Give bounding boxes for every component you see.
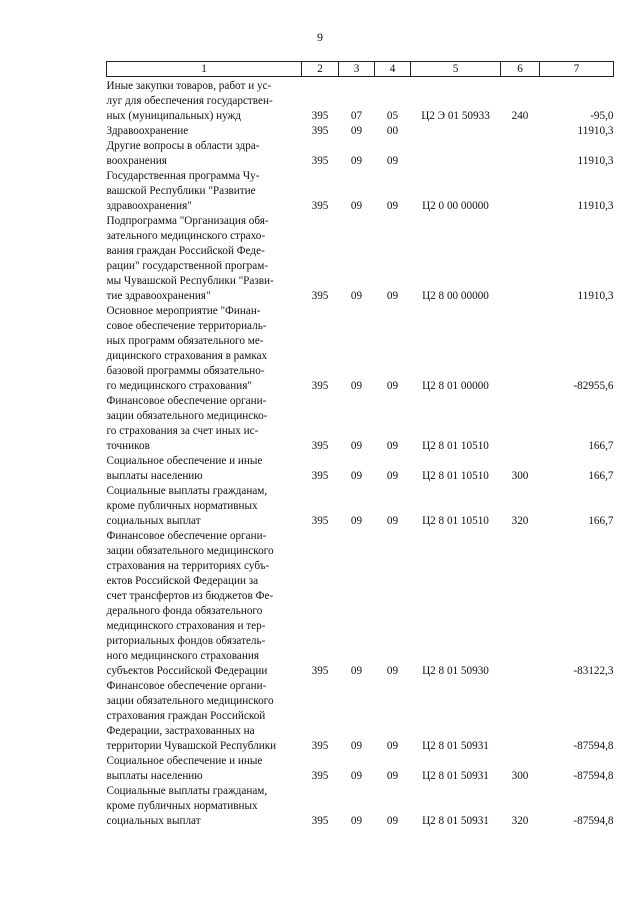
subsection-code-cell: 09 (386, 155, 399, 167)
target-article-cell: Ц2 8 01 50931 (422, 815, 489, 827)
row-name-cell: Социальные выплаты гражданам, кроме публичных нормативных социальных выплат (106, 785, 268, 827)
amount-cell: 11910,3 (577, 155, 614, 167)
table-row (107, 214, 614, 304)
expense-type-cell (501, 169, 540, 214)
section-code-cell: 09 (350, 515, 363, 527)
expense-type-cell (501, 679, 540, 754)
target-article-cell (411, 139, 501, 169)
row-name-cell: Финансовое обеспечение органи- зации обязательного медицинского страхования на территориях субъ- ектов Российской Федерации за счет трансфертов из бюджетов Фе- дерального фонда обязательного медицинского страхования и тер- риториальных фондов обязатель- ного медицинского страхования субъектов Российской Федерации (106, 530, 274, 677)
target-article-cell: Ц2 0 00 00000 (422, 200, 489, 212)
section-code-cell: 09 (350, 290, 363, 302)
subsection-code-cell: 09 (386, 665, 399, 677)
grbs-code-cell: 395 (311, 440, 329, 452)
grbs-code-cell: 395 (311, 515, 329, 527)
table-row (107, 529, 614, 679)
budget-table (106, 61, 614, 829)
amount-cell: -83122,3 (573, 665, 614, 677)
table-body (107, 77, 614, 830)
amount-cell: 11910,3 (577, 200, 614, 212)
target-article-cell: Ц2 8 01 00000 (422, 380, 489, 392)
grbs-code-cell: 395 (311, 290, 329, 302)
table-row (107, 784, 614, 829)
target-article-cell: Ц2 Э 01 50933 (421, 110, 490, 122)
amount-cell: 166,7 (588, 515, 614, 527)
row-name-cell: Иные закупки товаров, работ и ус- луг для обеспечения государствен- ных (муниципальных) нужд (106, 80, 273, 122)
subsection-code-cell: 09 (386, 770, 399, 782)
section-code-cell: 09 (350, 740, 363, 752)
amount-cell: 11910,3 (577, 125, 614, 137)
subsection-code-cell: 09 (386, 200, 399, 212)
subsection-code-cell: 09 (386, 740, 399, 752)
header-col-7: 7 (540, 62, 614, 77)
header-col-4: 4 (375, 62, 411, 77)
expense-type-cell: 320 (511, 815, 529, 827)
table-row (107, 304, 614, 394)
target-article-cell: Ц2 8 01 10510 (422, 440, 489, 452)
section-code-cell: 09 (350, 200, 363, 212)
target-article-cell: Ц2 8 01 50931 (422, 740, 489, 752)
table-row (107, 77, 614, 125)
row-name-cell: Подпрограмма "Организация обя- зательного медицинского страхо- вания граждан Российской Феде- рации" государственной програм- мы Чувашской Республики "Разви- тие здравоохранения" (106, 215, 274, 302)
table-row (107, 754, 614, 784)
amount-cell: 11910,3 (577, 290, 614, 302)
table-row (107, 679, 614, 754)
expense-type-cell: 320 (511, 515, 529, 527)
header-col-6: 6 (501, 62, 540, 77)
expense-type-cell: 240 (511, 110, 529, 122)
grbs-code-cell: 395 (311, 770, 329, 782)
header-col-2: 2 (302, 62, 339, 77)
subsection-code-cell: 09 (386, 380, 399, 392)
table-header-row (107, 62, 614, 77)
expense-type-cell (501, 394, 540, 454)
table-row (107, 394, 614, 454)
subsection-code-cell: 09 (386, 515, 399, 527)
header-col-3: 3 (339, 62, 375, 77)
row-name-cell: Основное мероприятие "Финан- совое обеспечение территориаль- ных программ обязательного ме- дицинского страхования в рамках базовой программы обязательно- го медицинского страхования" (106, 305, 268, 392)
row-name-cell: Социальные выплаты гражданам, кроме публичных нормативных социальных выплат (106, 485, 268, 527)
expense-type-cell (501, 529, 540, 679)
section-code-cell: 09 (350, 380, 363, 392)
row-name-cell: Социальное обеспечение и иные выплаты населению (106, 455, 263, 482)
amount-cell: -95,0 (590, 110, 614, 122)
section-code-cell: 09 (350, 665, 363, 677)
target-article-cell: Ц2 8 01 50931 (422, 770, 489, 782)
row-name-cell: Другие вопросы в области здра- воохранения (106, 140, 260, 167)
subsection-code-cell: 09 (386, 290, 399, 302)
grbs-code-cell: 395 (311, 125, 329, 137)
expense-type-cell (501, 124, 540, 139)
subsection-code-cell: 05 (386, 110, 399, 122)
grbs-code-cell: 395 (311, 200, 329, 212)
row-name-cell: Государственная программа Чу- вашской Республики "Развитие здравоохранения" (106, 170, 260, 212)
row-name-cell: Здравоохранение (106, 125, 189, 137)
grbs-code-cell: 395 (311, 155, 329, 167)
row-name-cell: Социальное обеспечение и иные выплаты населению (106, 755, 263, 782)
section-code-cell: 09 (350, 770, 363, 782)
page-number: 9 (317, 30, 323, 44)
table-row (107, 124, 614, 139)
table-row (107, 484, 614, 529)
table-row (107, 169, 614, 214)
subsection-code-cell: 09 (386, 440, 399, 452)
grbs-code-cell: 395 (311, 380, 329, 392)
target-article-cell: Ц2 8 01 50930 (422, 665, 489, 677)
section-code-cell: 09 (350, 155, 363, 167)
target-article-cell: Ц2 8 01 10510 (422, 515, 489, 527)
subsection-code-cell: 09 (386, 470, 399, 482)
grbs-code-cell: 395 (311, 815, 329, 827)
table-row (107, 139, 614, 169)
expense-type-cell (501, 139, 540, 169)
section-code-cell: 09 (350, 815, 363, 827)
section-code-cell: 09 (350, 125, 363, 137)
grbs-code-cell: 395 (311, 740, 329, 752)
header-col-5: 5 (411, 62, 501, 77)
subsection-code-cell: 09 (386, 815, 399, 827)
section-code-cell: 09 (350, 440, 363, 452)
amount-cell: -87594,8 (573, 770, 614, 782)
amount-cell: -82955,6 (573, 380, 614, 392)
amount-cell: -87594,8 (573, 740, 614, 752)
target-article-cell: Ц2 8 01 10510 (422, 470, 489, 482)
grbs-code-cell: 395 (311, 110, 329, 122)
row-name-cell: Финансовое обеспечение органи- зации обязательного медицинского страхования граждан Российской Федерации, застрахованных на территории Чувашской Республики (106, 680, 277, 752)
amount-cell: 166,7 (588, 470, 614, 482)
expense-type-cell (501, 304, 540, 394)
expense-type-cell: 300 (511, 470, 529, 482)
target-article-cell: Ц2 8 00 00000 (422, 290, 489, 302)
target-article-cell (411, 124, 501, 139)
row-name-cell: Финансовое обеспечение органи- зации обязательного медицинско- го страхования за счет иных ис- точников (106, 395, 268, 452)
amount-cell: 166,7 (588, 440, 614, 452)
expense-type-cell: 300 (511, 770, 529, 782)
subsection-code-cell: 00 (386, 125, 399, 137)
section-code-cell: 07 (350, 110, 363, 122)
grbs-code-cell: 395 (311, 665, 329, 677)
table-row (107, 454, 614, 484)
grbs-code-cell: 395 (311, 470, 329, 482)
section-code-cell: 09 (350, 470, 363, 482)
header-col-1: 1 (107, 62, 302, 77)
expense-type-cell (501, 214, 540, 304)
amount-cell: -87594,8 (573, 815, 614, 827)
